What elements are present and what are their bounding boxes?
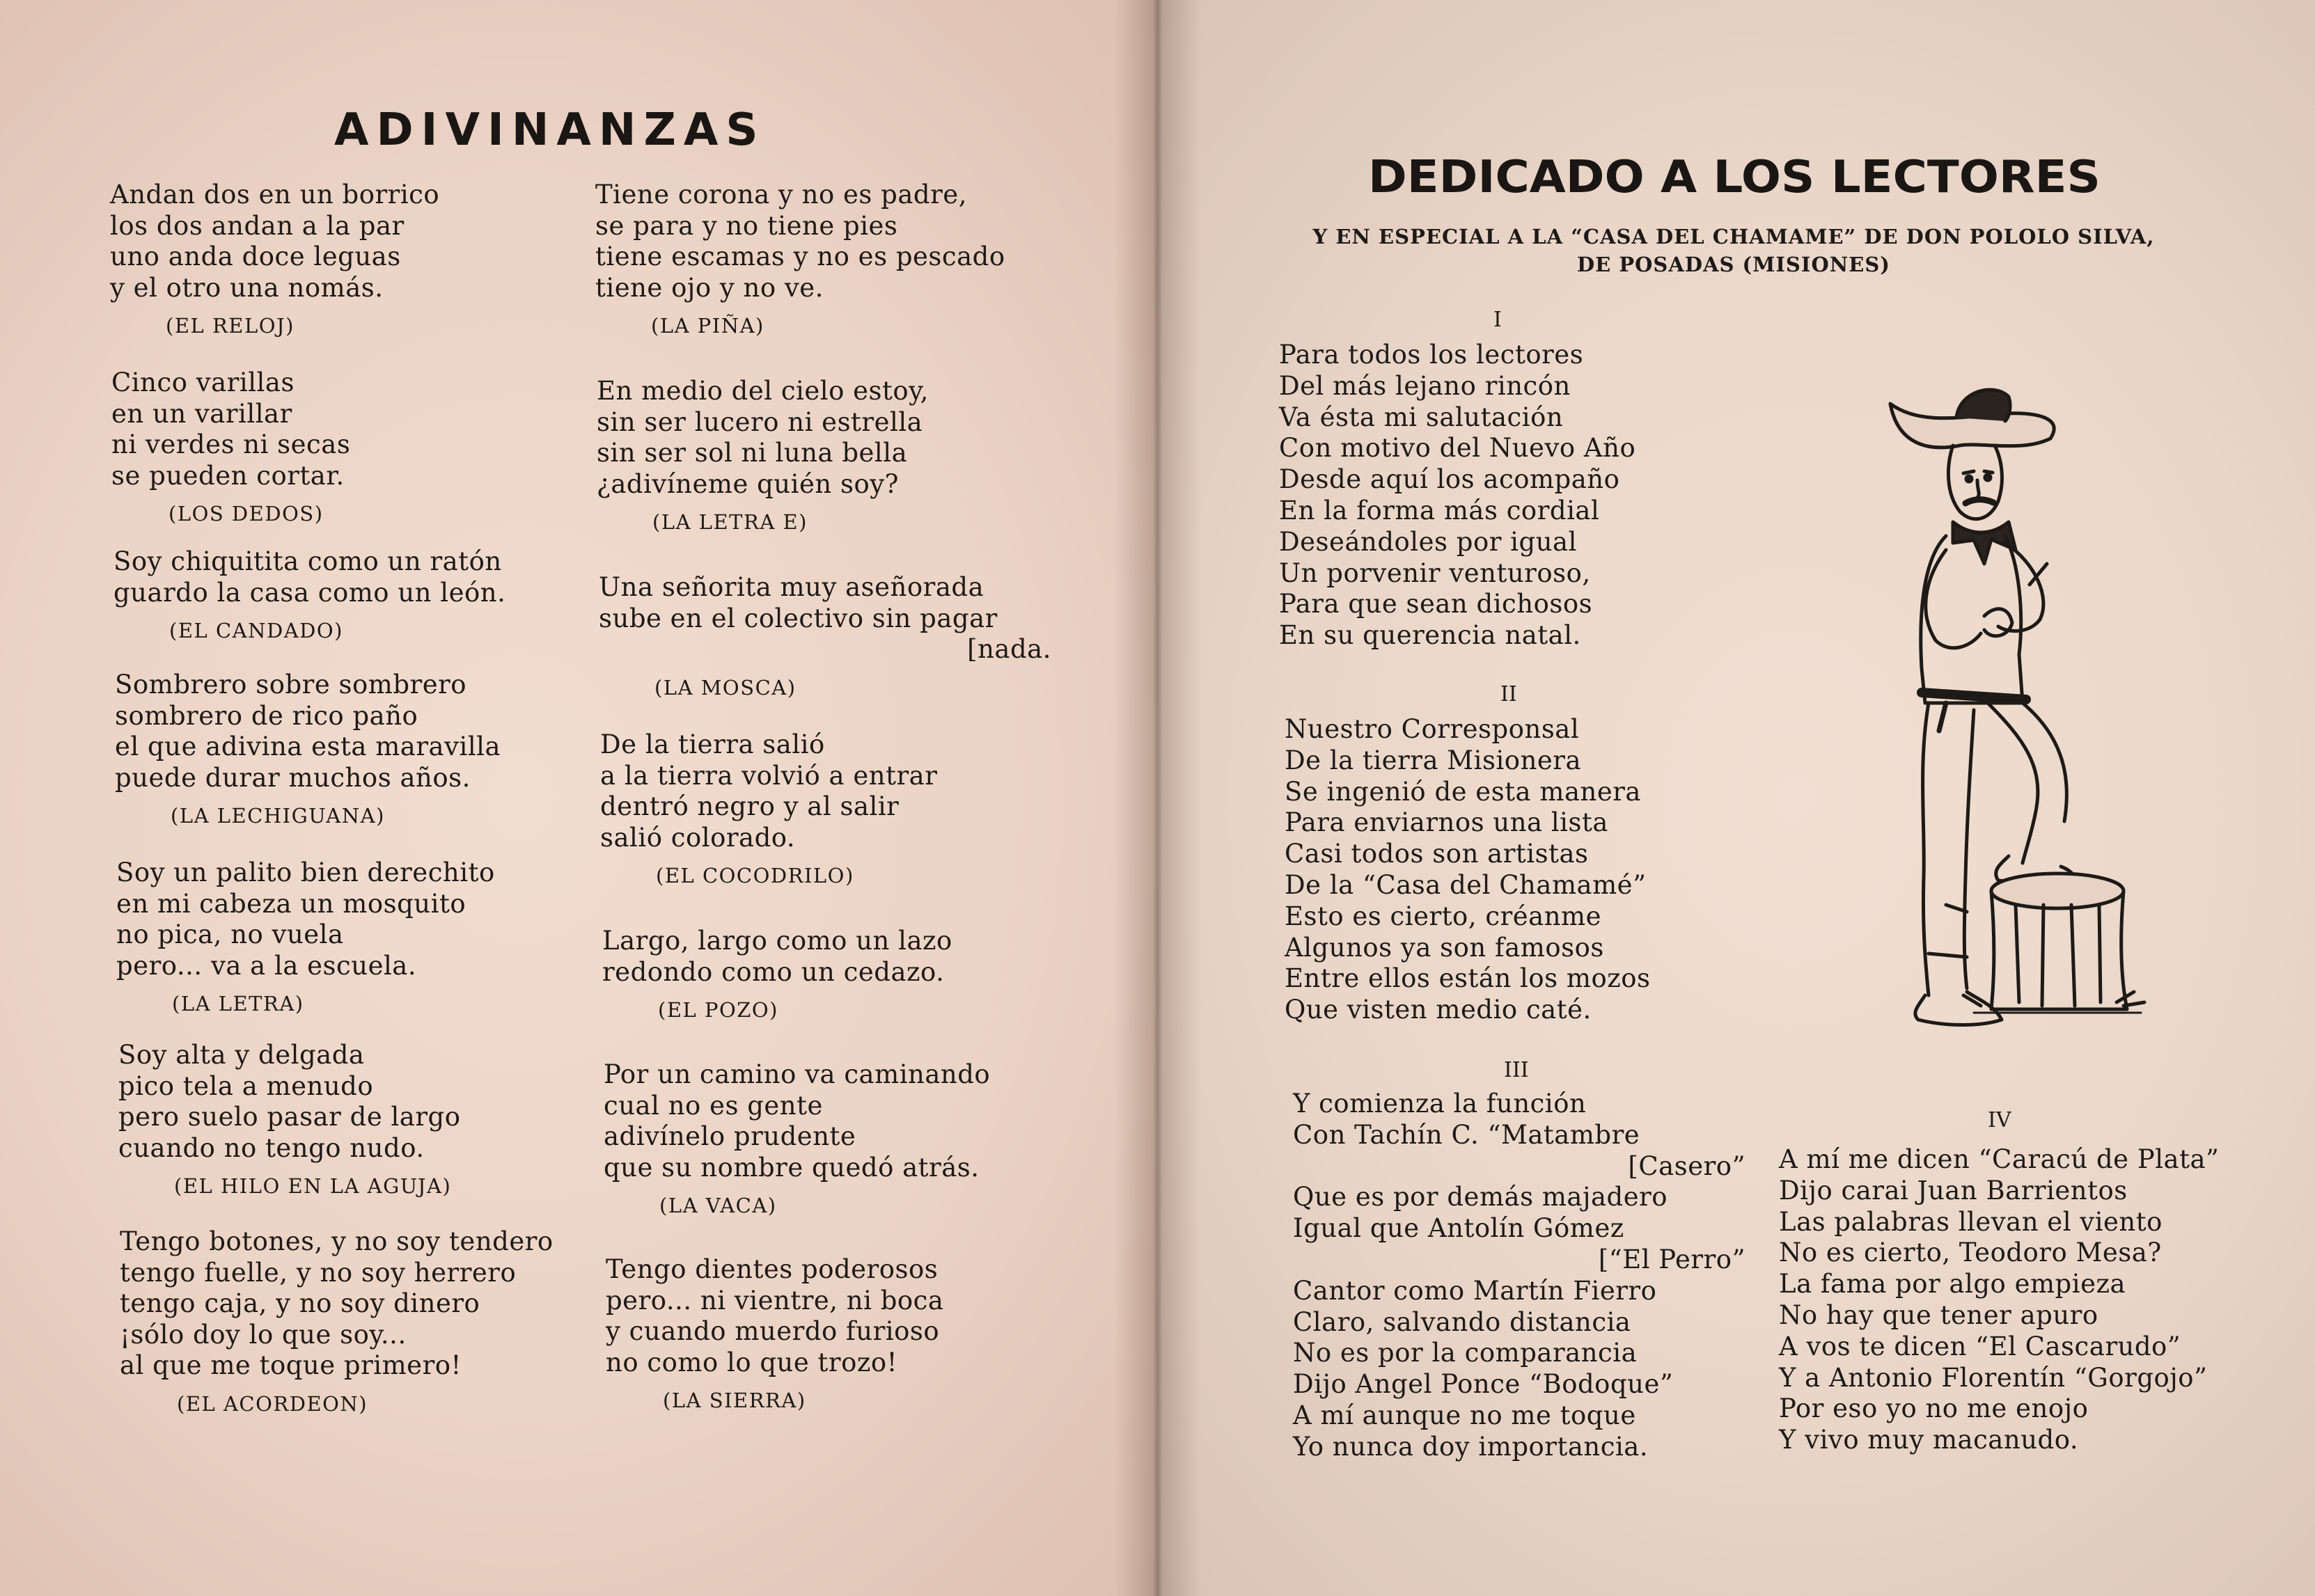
riddle-line: sombrero de rico paño bbox=[115, 700, 418, 731]
riddle-line: En medio del cielo estoy, bbox=[597, 376, 929, 406]
riddle-answer: (EL HILO EN LA AGUJA) bbox=[174, 1174, 452, 1198]
verse-line: Desde aquí los acompaño bbox=[1279, 464, 1620, 495]
riddle-line: tiene escamas y no es pescado bbox=[595, 242, 1005, 271]
riddle-line: y el otro una nomás. bbox=[110, 272, 384, 303]
verse-section-1 bbox=[1279, 340, 1635, 651]
verse-line: Por eso yo no me enojo bbox=[1779, 1393, 2089, 1424]
riddle-line: pero... ni vientre, ni boca bbox=[606, 1285, 944, 1315]
riddle-line: los dos andan a la par bbox=[110, 210, 405, 241]
riddle-line: ni verdes ni secas bbox=[111, 429, 351, 459]
verse-line: Un porvenir venturoso, bbox=[1279, 558, 1591, 588]
verse-line: Con Tachín C. “Matambre bbox=[1293, 1119, 1640, 1150]
verse-line: Para enviarnos una lista bbox=[1285, 807, 1608, 838]
riddle bbox=[113, 546, 505, 645]
riddle-line: Soy un palito bien derechito bbox=[116, 858, 495, 887]
page-title-dedicado: DEDICADO A LOS LECTORES bbox=[1368, 152, 2101, 203]
page-title-adivinanzas: ADIVINANZAS bbox=[334, 104, 766, 156]
verse-line: Y comienza la función bbox=[1293, 1089, 1587, 1119]
riddle-answer: (EL POZO) bbox=[658, 998, 778, 1022]
riddle bbox=[597, 376, 929, 536]
riddle-line: uno anda doce leguas bbox=[110, 242, 401, 271]
riddle-line: tengo caja, y no soy dinero bbox=[120, 1288, 480, 1318]
riddle bbox=[115, 670, 501, 830]
riddle-line: Soy chiquitita como un ratón bbox=[113, 546, 502, 576]
verse-line: Cantor como Martín Fierro bbox=[1293, 1275, 1657, 1306]
riddle-answer: (LA PIÑA) bbox=[651, 314, 764, 338]
riddle-line: cuando no tengo nudo. bbox=[118, 1132, 425, 1163]
gaucho-illustration bbox=[1842, 376, 2148, 1037]
section-number: III bbox=[1504, 1058, 1529, 1082]
riddle-line: tengo fuelle, y no soy herrero bbox=[120, 1257, 517, 1288]
riddle-line: [nada. bbox=[967, 634, 1051, 664]
riddle-line: salió colorado. bbox=[600, 822, 796, 853]
riddle-line: Una señorita muy aseñorada bbox=[599, 572, 984, 602]
verse-line: Con motivo del Nuevo Año bbox=[1279, 433, 1636, 464]
verse-line: Yo nunca doy importancia. bbox=[1293, 1431, 1649, 1462]
verse-line: [Casero” bbox=[1628, 1151, 1745, 1181]
verse-line: No es cierto, Teodoro Mesa? bbox=[1779, 1238, 2162, 1268]
riddle-line: Cinco varillas bbox=[111, 368, 295, 397]
riddle bbox=[595, 180, 1005, 340]
verse-line: Que visten medio caté. bbox=[1285, 995, 1592, 1025]
verse-line: Claro, salvando distancia bbox=[1293, 1306, 1631, 1337]
riddle-line: al que me toque primero! bbox=[120, 1350, 462, 1380]
verse-line: Que es por demás majadero bbox=[1293, 1182, 1668, 1212]
verse-line: Y a Antonio Florentín “Gorgojo” bbox=[1779, 1362, 2208, 1393]
riddle-line: pero... va a la escuela. bbox=[116, 950, 417, 981]
riddle-line: dentró negro y al salir bbox=[600, 791, 900, 821]
page-subtitle bbox=[1246, 223, 2221, 278]
verse-line: [“El Perro” bbox=[1598, 1244, 1745, 1274]
riddle-line: a la tierra volvió a entrar bbox=[600, 760, 938, 791]
riddle-line: adivínelo prudente bbox=[604, 1121, 856, 1151]
riddle-line: sube en el colectivo sin pagar bbox=[599, 603, 998, 633]
riddle-answer: (EL ACORDEON) bbox=[177, 1391, 368, 1416]
section-number: IV bbox=[1988, 1108, 2011, 1132]
verse-section-2 bbox=[1285, 714, 1651, 1026]
riddle-line: De la tierra salió bbox=[600, 729, 825, 759]
riddle-answer: (EL COCODRILO) bbox=[656, 864, 854, 887]
riddle-answer: (LA LECHIGUANA) bbox=[171, 804, 385, 828]
verse-line: Las palabras llevan el viento bbox=[1779, 1206, 2163, 1237]
riddle-line: redondo como un cedazo. bbox=[602, 956, 945, 987]
riddle bbox=[120, 1226, 554, 1418]
riddle-answer: (LA LETRA) bbox=[172, 992, 304, 1016]
book-gutter bbox=[1114, 0, 1201, 1596]
verse-line: A mí me dicen “Caracú de Plata” bbox=[1779, 1144, 2220, 1174]
verse-line: De la tierra Misionera bbox=[1285, 745, 1582, 775]
verse-line: No es por la comparancia bbox=[1293, 1338, 1638, 1368]
riddle-answer: (EL RELOJ) bbox=[166, 314, 295, 338]
riddle-line: Andan dos en un borrico bbox=[110, 180, 440, 210]
verse-line: Del más lejano rincón bbox=[1279, 370, 1571, 401]
riddle bbox=[111, 368, 350, 528]
riddle bbox=[599, 572, 1051, 702]
riddle-answer: (LA VACA) bbox=[659, 1194, 777, 1217]
riddle-line: tiene ojo y no ve. bbox=[595, 272, 824, 303]
riddle-line: puede durar muchos años. bbox=[115, 762, 471, 793]
riddle-line: Tengo botones, y no soy tendero bbox=[120, 1226, 554, 1256]
riddle-line: cual no es gente bbox=[604, 1090, 823, 1121]
verse-section-4 bbox=[1779, 1144, 2219, 1456]
riddle-line: Soy alta y delgada bbox=[118, 1040, 365, 1070]
verse-line: Va ésta mi salutación bbox=[1279, 402, 1564, 432]
riddle-line: en un varillar bbox=[111, 398, 292, 429]
subtitle-line: DE POSADAS (MISIONES) bbox=[1577, 253, 1890, 276]
verse-line: De la “Casa del Chamamé” bbox=[1285, 869, 1647, 900]
verse-line: A mí aunque no me toque bbox=[1293, 1400, 1636, 1430]
verse-line: Deseándoles por igual bbox=[1279, 526, 1577, 557]
riddle-line: se pueden cortar. bbox=[111, 460, 345, 491]
riddle-line: Tengo dientes poderosos bbox=[606, 1254, 939, 1284]
riddle-line: Sombrero sobre sombrero bbox=[115, 670, 467, 700]
verse-line: Para que sean dichosos bbox=[1279, 589, 1593, 619]
riddle bbox=[600, 729, 937, 890]
riddle bbox=[604, 1059, 990, 1219]
subtitle-line: Y EN ESPECIAL A LA “CASA DEL CHAMAME” DE DON POLOLO SILVA, bbox=[1312, 225, 2155, 248]
riddle-line: Tiene corona y no es padre, bbox=[595, 180, 967, 210]
riddle bbox=[602, 926, 952, 1024]
verse-line: No hay que tener apuro bbox=[1779, 1299, 2098, 1330]
verse-line: Casi todos son artistas bbox=[1285, 839, 1589, 869]
riddle-line: que su nombre quedó atrás. bbox=[604, 1152, 980, 1183]
verse-line: Dijo Angel Ponce “Bodoque” bbox=[1293, 1369, 1674, 1400]
verse-line: En la forma más cordial bbox=[1279, 495, 1600, 526]
verse-line: Esto es cierto, créanme bbox=[1285, 901, 1602, 931]
verse-line: A vos te dicen “El Cascarudo” bbox=[1779, 1331, 2181, 1361]
verse-line: Para todos los lectores bbox=[1279, 340, 1584, 370]
verse-line: En su querencia natal. bbox=[1279, 620, 1581, 651]
verse-line: Igual que Antolín Gómez bbox=[1293, 1213, 1624, 1244]
section-number: II bbox=[1500, 682, 1517, 706]
riddle-answer: (LA SIERRA) bbox=[663, 1389, 806, 1412]
riddle-line: ¡sólo doy lo que soy... bbox=[120, 1319, 407, 1350]
riddle-line: pico tela a menudo bbox=[118, 1070, 374, 1101]
riddle-answer: (LA MOSCA) bbox=[654, 675, 796, 700]
riddle-line: sin ser sol ni luna bella bbox=[597, 438, 908, 468]
riddle-line: no como lo que trozo! bbox=[606, 1347, 897, 1377]
verse-line: Se ingenió de esta manera bbox=[1285, 776, 1641, 807]
riddle-answer: (EL CANDADO) bbox=[169, 619, 343, 642]
riddle-answer: (LOS DEDOS) bbox=[168, 502, 324, 526]
riddle-line: en mi cabeza un mosquito bbox=[116, 888, 466, 919]
riddle bbox=[606, 1254, 943, 1414]
verse-line: Dijo carai Juan Barrientos bbox=[1779, 1175, 2128, 1206]
verse-line: Algunos ya son famosos bbox=[1285, 932, 1604, 963]
riddle-line: no pica, no vuela bbox=[116, 919, 344, 949]
riddle-line: sin ser lucero ni estrella bbox=[597, 406, 923, 437]
riddle-line: el que adivina esta maravilla bbox=[115, 732, 501, 761]
riddle-line: guardo la casa como un león. bbox=[113, 577, 506, 608]
verse-line: Nuestro Corresponsal bbox=[1285, 714, 1580, 744]
riddle bbox=[116, 858, 495, 1018]
riddle-answer: (LA LETRA E) bbox=[652, 510, 808, 534]
riddle-line: Por un camino va caminando bbox=[604, 1059, 991, 1089]
riddle bbox=[110, 180, 439, 340]
riddle-line: y cuando muerdo furioso bbox=[606, 1316, 940, 1346]
verse-line: La fama por algo empieza bbox=[1779, 1269, 2126, 1299]
riddle bbox=[118, 1040, 461, 1200]
verse-line: Y vivo muy macanudo. bbox=[1779, 1425, 2079, 1455]
riddle-line: ¿adivíneme quién soy? bbox=[597, 468, 899, 499]
riddle-line: Largo, largo como un lazo bbox=[602, 926, 952, 956]
verse-line: Entre ellos están los mozos bbox=[1285, 963, 1651, 994]
riddle-line: pero suelo pasar de largo bbox=[118, 1102, 461, 1132]
section-number: I bbox=[1493, 308, 1502, 332]
riddle-line: se para y no tiene pies bbox=[595, 210, 898, 241]
verse-section-3 bbox=[1293, 1089, 1745, 1463]
